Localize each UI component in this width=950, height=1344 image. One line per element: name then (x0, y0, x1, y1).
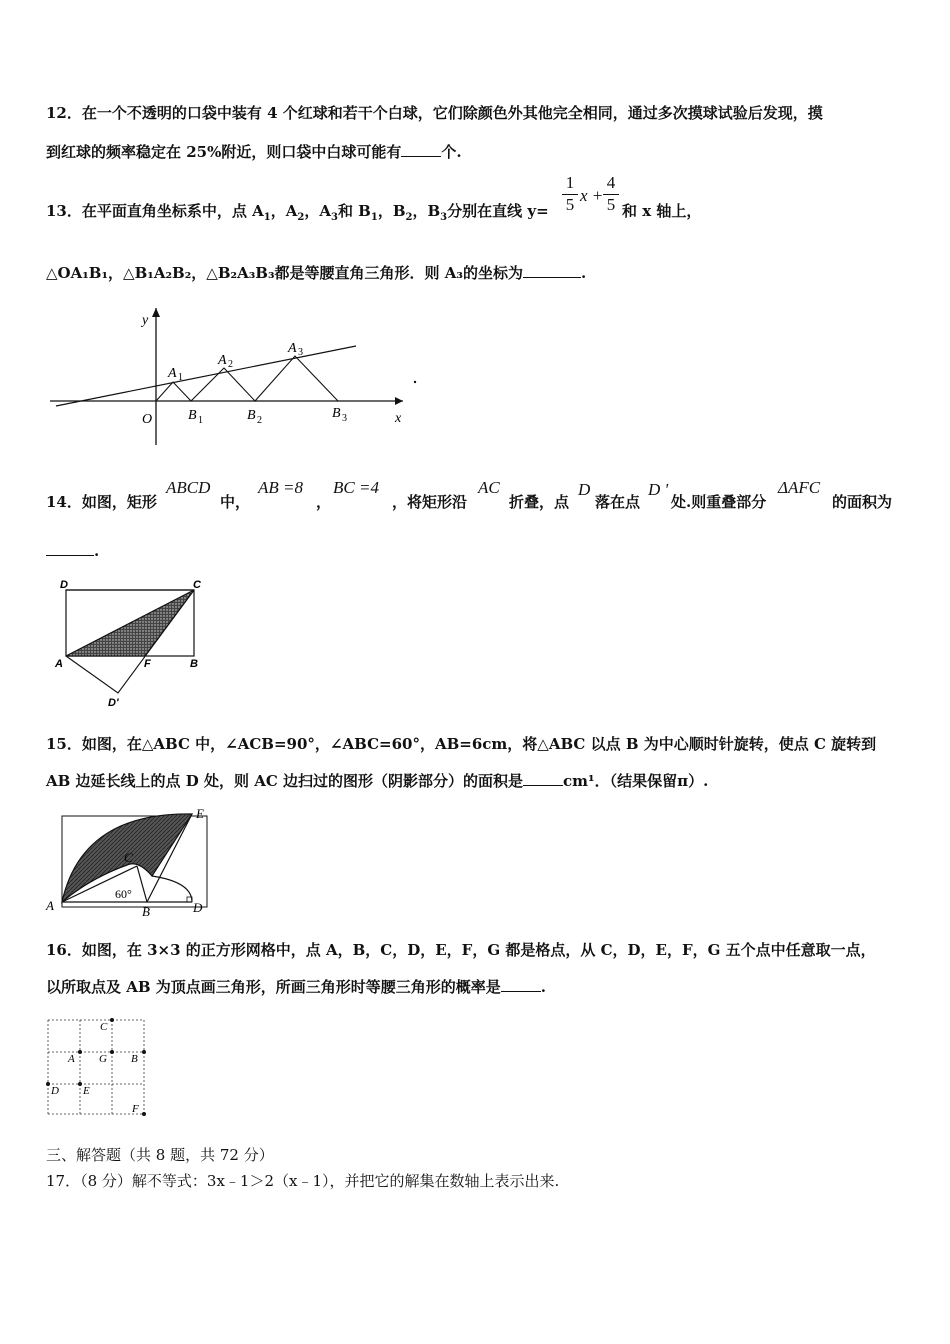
q15-line2-text: AB 边延长线上的点 D 处，则 AC 边扫过的图形（阴影部分）的面积是 (46, 772, 524, 790)
q13-line1 (46, 200, 549, 223)
q14-m-d: D (578, 480, 591, 499)
frac-den: 5 (603, 194, 619, 215)
line-cb (137, 866, 147, 902)
q14-m-dprime: D ' (648, 480, 669, 499)
q13-text-a: 13．在平面直角坐标系中，点 A (46, 202, 264, 220)
sub: 3 (330, 212, 338, 223)
q15-figure (42, 802, 222, 924)
answer-blank-15 (523, 770, 563, 786)
label-b: B (142, 904, 150, 919)
overlap-triangle (66, 590, 194, 656)
point-b (142, 1050, 146, 1054)
q15-line2 (46, 770, 708, 791)
label-d: D (51, 1085, 59, 1097)
triangles-path (156, 356, 338, 401)
label-b3: B (332, 406, 341, 421)
q13-figure (46, 300, 426, 450)
q14-m-ab: AB =8 (258, 478, 303, 497)
sub: 1 (263, 212, 271, 223)
q14-t4: ，将矩形沿 (392, 493, 468, 511)
answer-blank-16 (501, 976, 541, 992)
label-b2: B (247, 408, 256, 423)
label-a1: A (168, 366, 177, 381)
sub: 3 (440, 212, 448, 223)
label-a: A (55, 658, 63, 670)
label-b2-sub: 2 (257, 415, 262, 426)
q14-t2: 中， (220, 493, 251, 511)
q13-line1-end: 和 x 轴上， (622, 202, 702, 220)
x-axis-arrow-icon (395, 397, 403, 405)
q13-line2-end: . (580, 264, 587, 282)
q16-line2 (46, 976, 546, 997)
q13-line2-text: △OA₁B₁，△B₁A₂B₂，△B₂A₃B₃都是等腰直角三角形．则 A₃的坐标为 (46, 264, 523, 282)
q14-m-ac: AC (478, 478, 500, 497)
grid-lines (48, 1020, 144, 1114)
dot (414, 381, 416, 383)
label-f: F (132, 1103, 139, 1115)
label-b: B (190, 658, 198, 670)
q13-text-mid: ，B (412, 202, 441, 220)
q13-text-mid: ，B (377, 202, 406, 220)
fraction-4-5 (603, 173, 619, 215)
label-c: C (193, 579, 201, 591)
label-a: A (68, 1053, 75, 1065)
q17-text: 17．（8 分）解不等式：3x﹣1＞2（x﹣1），并把它的解集在数轴上表示出来. (46, 1172, 560, 1190)
label-d: D (60, 579, 68, 591)
label-b: B (131, 1053, 138, 1065)
q14-figure (52, 576, 212, 710)
label-b3-sub: 3 (342, 413, 347, 424)
label-e: E (83, 1085, 90, 1097)
x-plus: x + (580, 186, 604, 205)
point-e (78, 1082, 82, 1086)
sub: 2 (405, 212, 413, 223)
q13-text-b: 分别在直线 y= (447, 202, 549, 220)
q14-t5: 折叠，点 (509, 493, 570, 511)
q14-m-afc: ΔAFC (778, 478, 821, 497)
point-c (110, 1018, 114, 1022)
label-x: x (395, 411, 402, 426)
q16-line1: 16．如图，在 3×3 的正方形网格中，点 A，B，C，D，E，F，G 都是格点，从 C，D，E，F，G 五个点中任意取一点， (46, 941, 876, 959)
q14-line2 (46, 540, 99, 560)
q14-m-bc: BC =4 (333, 478, 379, 497)
sub: 1 (370, 212, 378, 223)
label-o: O (142, 412, 153, 427)
q14-t1: 14．如图，矩形 (46, 493, 157, 511)
q12-line2-end: 个. (441, 143, 462, 161)
q14-t8: 的面积为 (832, 493, 893, 511)
label-a2-sub: 2 (228, 359, 233, 370)
q12-line2-text: 到红球的频率稳定在 25%附近，则口袋中白球可能有 (46, 143, 402, 161)
point-f (142, 1112, 146, 1116)
q16-line2-text: 以所取点及 AB 为顶点画三角形，所画三角形时等腰三角形的概率是 (46, 978, 501, 996)
q15-line2-end: cm¹．（结果保留π）. (563, 772, 709, 790)
label-a2: A (218, 353, 227, 368)
label-a: A (46, 898, 54, 913)
answer-blank-13 (523, 262, 581, 278)
sub: 2 (297, 212, 305, 223)
label-a3: A (288, 341, 297, 356)
point-g (110, 1050, 114, 1054)
point-d (46, 1082, 50, 1086)
label-f: F (144, 658, 151, 670)
answer-blank-12 (401, 141, 441, 157)
q14-m-abcd: ABCD (166, 478, 211, 497)
label-b1: B (188, 408, 197, 423)
frac-num: 4 (606, 173, 616, 192)
point-a (78, 1050, 82, 1054)
q13-line2 (46, 262, 586, 283)
q15-line1: 15．如图，在△ABC 中，∠ACB=90°，∠ABC=60°，AB=6cm，将△ABC 以点 B 为中心顺时针旋转，使点 C 旋转到 (46, 735, 877, 753)
label-a1-sub: 1 (178, 372, 183, 383)
label-c: C (100, 1021, 108, 1033)
fraction-1-5 (562, 173, 578, 215)
q16-grid-figure (44, 1016, 154, 1120)
label-b1-sub: 1 (198, 415, 203, 426)
q14-t6: 落在点 (595, 493, 641, 511)
frac-num: 1 (565, 173, 575, 192)
q14-end: . (94, 542, 100, 560)
frac-den: 5 (562, 194, 578, 215)
q12-line2 (46, 141, 462, 162)
q13-text-mid: ，A (304, 202, 331, 220)
q13-text-mid: ，A (270, 202, 298, 220)
y-axis-arrow-icon (152, 308, 160, 317)
q14-t3: ， (316, 493, 332, 511)
section-title: 三、解答题（共 8 题，共 72 分） (46, 1146, 274, 1164)
label-e: E (196, 806, 204, 821)
q16-line2-end: . (540, 978, 546, 996)
q13-text-mid: 和 B (337, 202, 371, 220)
line-y (56, 346, 356, 406)
q12-line1: 12．在一个不透明的口袋中装有 4 个红球和若干个白球，它们除颜色外其他完全相同，通过多次摸球试验后发现，摸 (46, 104, 823, 122)
label-c: C (124, 850, 133, 865)
q14-t7: 处.则重叠部分 (671, 493, 767, 511)
answer-blank-14 (46, 540, 94, 556)
label-g: G (99, 1053, 107, 1065)
label-angle: 60° (115, 887, 132, 901)
label-dprime: D' (108, 697, 119, 709)
label-y: y (142, 313, 149, 328)
label-a3-sub: 3 (298, 347, 303, 358)
label-d: D (193, 900, 203, 915)
